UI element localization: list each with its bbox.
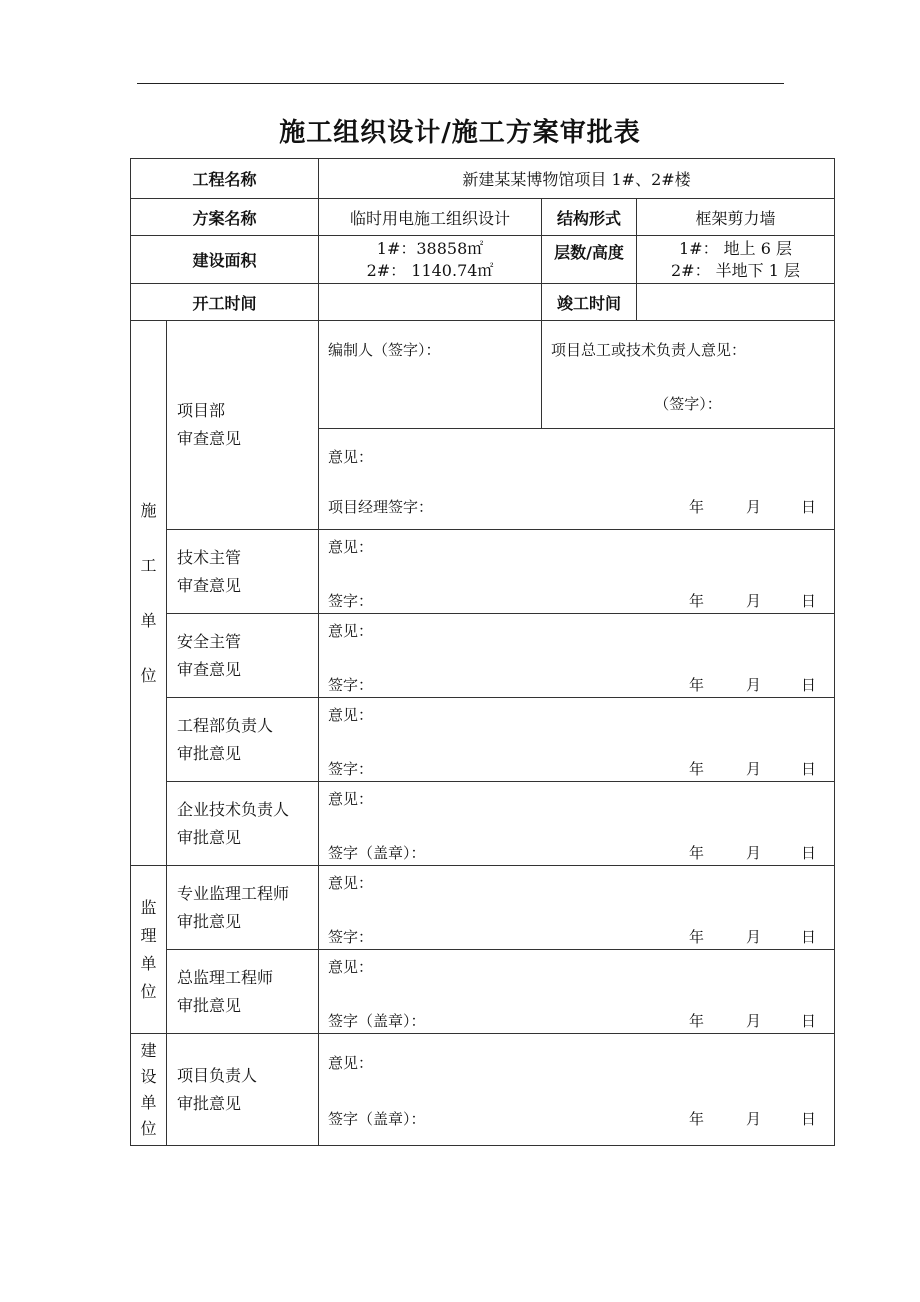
construction-unit-label: 施 工 单 位 xyxy=(131,321,167,866)
chief-sign-label: （签字）： xyxy=(654,395,722,413)
opinion-label: 意见： xyxy=(328,706,374,724)
row-specialty-supervisor xyxy=(131,866,835,950)
start-time-value[interactable] xyxy=(319,284,542,321)
manager-sign-label: 项目经理签字： xyxy=(328,498,434,516)
month-label: 月 xyxy=(746,498,762,516)
form-title: 施工组织设计/施工方案审批表 xyxy=(279,118,641,148)
year-label: 年 xyxy=(689,498,705,516)
row-enterprise-tech-head xyxy=(131,782,835,866)
year-label: 年 xyxy=(689,844,705,862)
project-lead-label: 项目负责人 审批意见 xyxy=(167,1034,319,1146)
enterprise-tech-head-opinion-cell[interactable] xyxy=(319,782,835,866)
compiler-sign-label: 编制人（签字）： xyxy=(328,341,441,359)
structure-label: 结构形式 xyxy=(542,199,637,236)
opinion-label: 意见： xyxy=(328,958,374,976)
chief-supervisor-opinion-cell[interactable] xyxy=(319,950,835,1034)
row-area xyxy=(131,236,835,284)
month-label: 月 xyxy=(746,592,762,610)
row-engineering-head xyxy=(131,698,835,782)
project-name-value[interactable]: 新建某某博物馆项目 1#、2#楼 xyxy=(319,159,835,199)
floors-label: 层数/高度 xyxy=(542,236,637,284)
day-label: 日 xyxy=(801,928,817,946)
row-tech-supervisor xyxy=(131,530,835,614)
month-label: 月 xyxy=(746,928,762,946)
area-value[interactable] xyxy=(319,236,542,284)
approval-table xyxy=(130,158,835,1146)
safety-supervisor-label: 安全主管 审查意见 xyxy=(167,614,319,698)
opinion-label: 意见： xyxy=(328,622,374,640)
day-label: 日 xyxy=(801,1012,817,1030)
specialty-supervisor-opinion-cell[interactable] xyxy=(319,866,835,950)
compiler-sign-cell[interactable] xyxy=(319,321,542,429)
day-label: 日 xyxy=(801,676,817,694)
structure-value[interactable]: 框架剪力墙 xyxy=(637,199,835,236)
row-scheme-name xyxy=(131,199,835,236)
row-project-lead xyxy=(131,1034,835,1146)
row-safety-supervisor xyxy=(131,614,835,698)
project-name-label: 工程名称 xyxy=(131,159,319,199)
day-label: 日 xyxy=(801,498,817,516)
year-label: 年 xyxy=(689,1110,705,1128)
day-label: 日 xyxy=(801,844,817,862)
owner-unit-label: 建 设 单 位 xyxy=(131,1034,167,1146)
chief-supervisor-label: 总监理工程师 审批意见 xyxy=(167,950,319,1034)
row-chief-supervisor xyxy=(131,950,835,1034)
year-label: 年 xyxy=(689,676,705,694)
sign-label: 签字： xyxy=(328,676,374,694)
project-dept-opinion-cell[interactable] xyxy=(319,429,835,530)
opinion-label: 意见： xyxy=(328,790,374,808)
opinion-label: 意见： xyxy=(328,448,374,466)
tech-supervisor-label: 技术主管 审查意见 xyxy=(167,530,319,614)
year-label: 年 xyxy=(689,592,705,610)
month-label: 月 xyxy=(746,1012,762,1030)
day-label: 日 xyxy=(801,760,817,778)
header-rule xyxy=(137,83,784,84)
end-time-value[interactable] xyxy=(637,284,835,321)
chief-opinion-label: 项目总工或技术负责人意见： xyxy=(551,341,747,359)
month-label: 月 xyxy=(746,1110,762,1128)
month-label: 月 xyxy=(746,676,762,694)
year-label: 年 xyxy=(689,760,705,778)
scheme-name-value[interactable]: 临时用电施工组织设计 xyxy=(319,199,542,236)
sign-label: 签字（盖章）： xyxy=(328,1012,426,1030)
year-label: 年 xyxy=(689,928,705,946)
tech-supervisor-opinion-cell[interactable] xyxy=(319,530,835,614)
area-value-1: 1#：38858㎡ xyxy=(376,238,484,258)
opinion-label: 意见： xyxy=(328,874,374,892)
supervision-unit-label: 监 理 单 位 xyxy=(131,866,167,1034)
sign-label: 签字： xyxy=(328,592,374,610)
sign-label: 签字： xyxy=(328,760,374,778)
floors-value-2: 2#： 半地下 1 层 xyxy=(671,260,801,280)
area-value-2: 2#： 1140.74㎡ xyxy=(366,260,494,280)
row-project-dept-sign xyxy=(131,321,835,429)
day-label: 日 xyxy=(801,1110,817,1128)
row-project-name xyxy=(131,159,835,199)
chief-opinion-cell[interactable] xyxy=(542,321,835,429)
project-lead-opinion-cell[interactable] xyxy=(319,1034,835,1146)
row-dates xyxy=(131,284,835,321)
safety-supervisor-opinion-cell[interactable] xyxy=(319,614,835,698)
engineering-head-opinion-cell[interactable] xyxy=(319,698,835,782)
floors-value[interactable] xyxy=(637,236,835,284)
month-label: 月 xyxy=(746,760,762,778)
project-dept-label: 项目部 审查意见 xyxy=(167,321,319,530)
opinion-label: 意见： xyxy=(328,1054,374,1072)
end-time-label: 竣工时间 xyxy=(542,284,637,321)
year-label: 年 xyxy=(689,1012,705,1030)
area-label: 建设面积 xyxy=(131,236,319,284)
engineering-head-label: 工程部负责人 审批意见 xyxy=(167,698,319,782)
specialty-supervisor-label: 专业监理工程师 审批意见 xyxy=(167,866,319,950)
opinion-label: 意见： xyxy=(328,538,374,556)
sign-label: 签字： xyxy=(328,928,374,946)
scheme-name-label: 方案名称 xyxy=(131,199,319,236)
start-time-label: 开工时间 xyxy=(131,284,319,321)
enterprise-tech-head-label: 企业技术负责人 审批意见 xyxy=(167,782,319,866)
floors-value-1: 1#： 地上 6 层 xyxy=(679,238,793,258)
sign-label: 签字（盖章）： xyxy=(328,844,426,862)
day-label: 日 xyxy=(801,592,817,610)
month-label: 月 xyxy=(746,844,762,862)
sign-label: 签字（盖章）： xyxy=(328,1110,426,1128)
